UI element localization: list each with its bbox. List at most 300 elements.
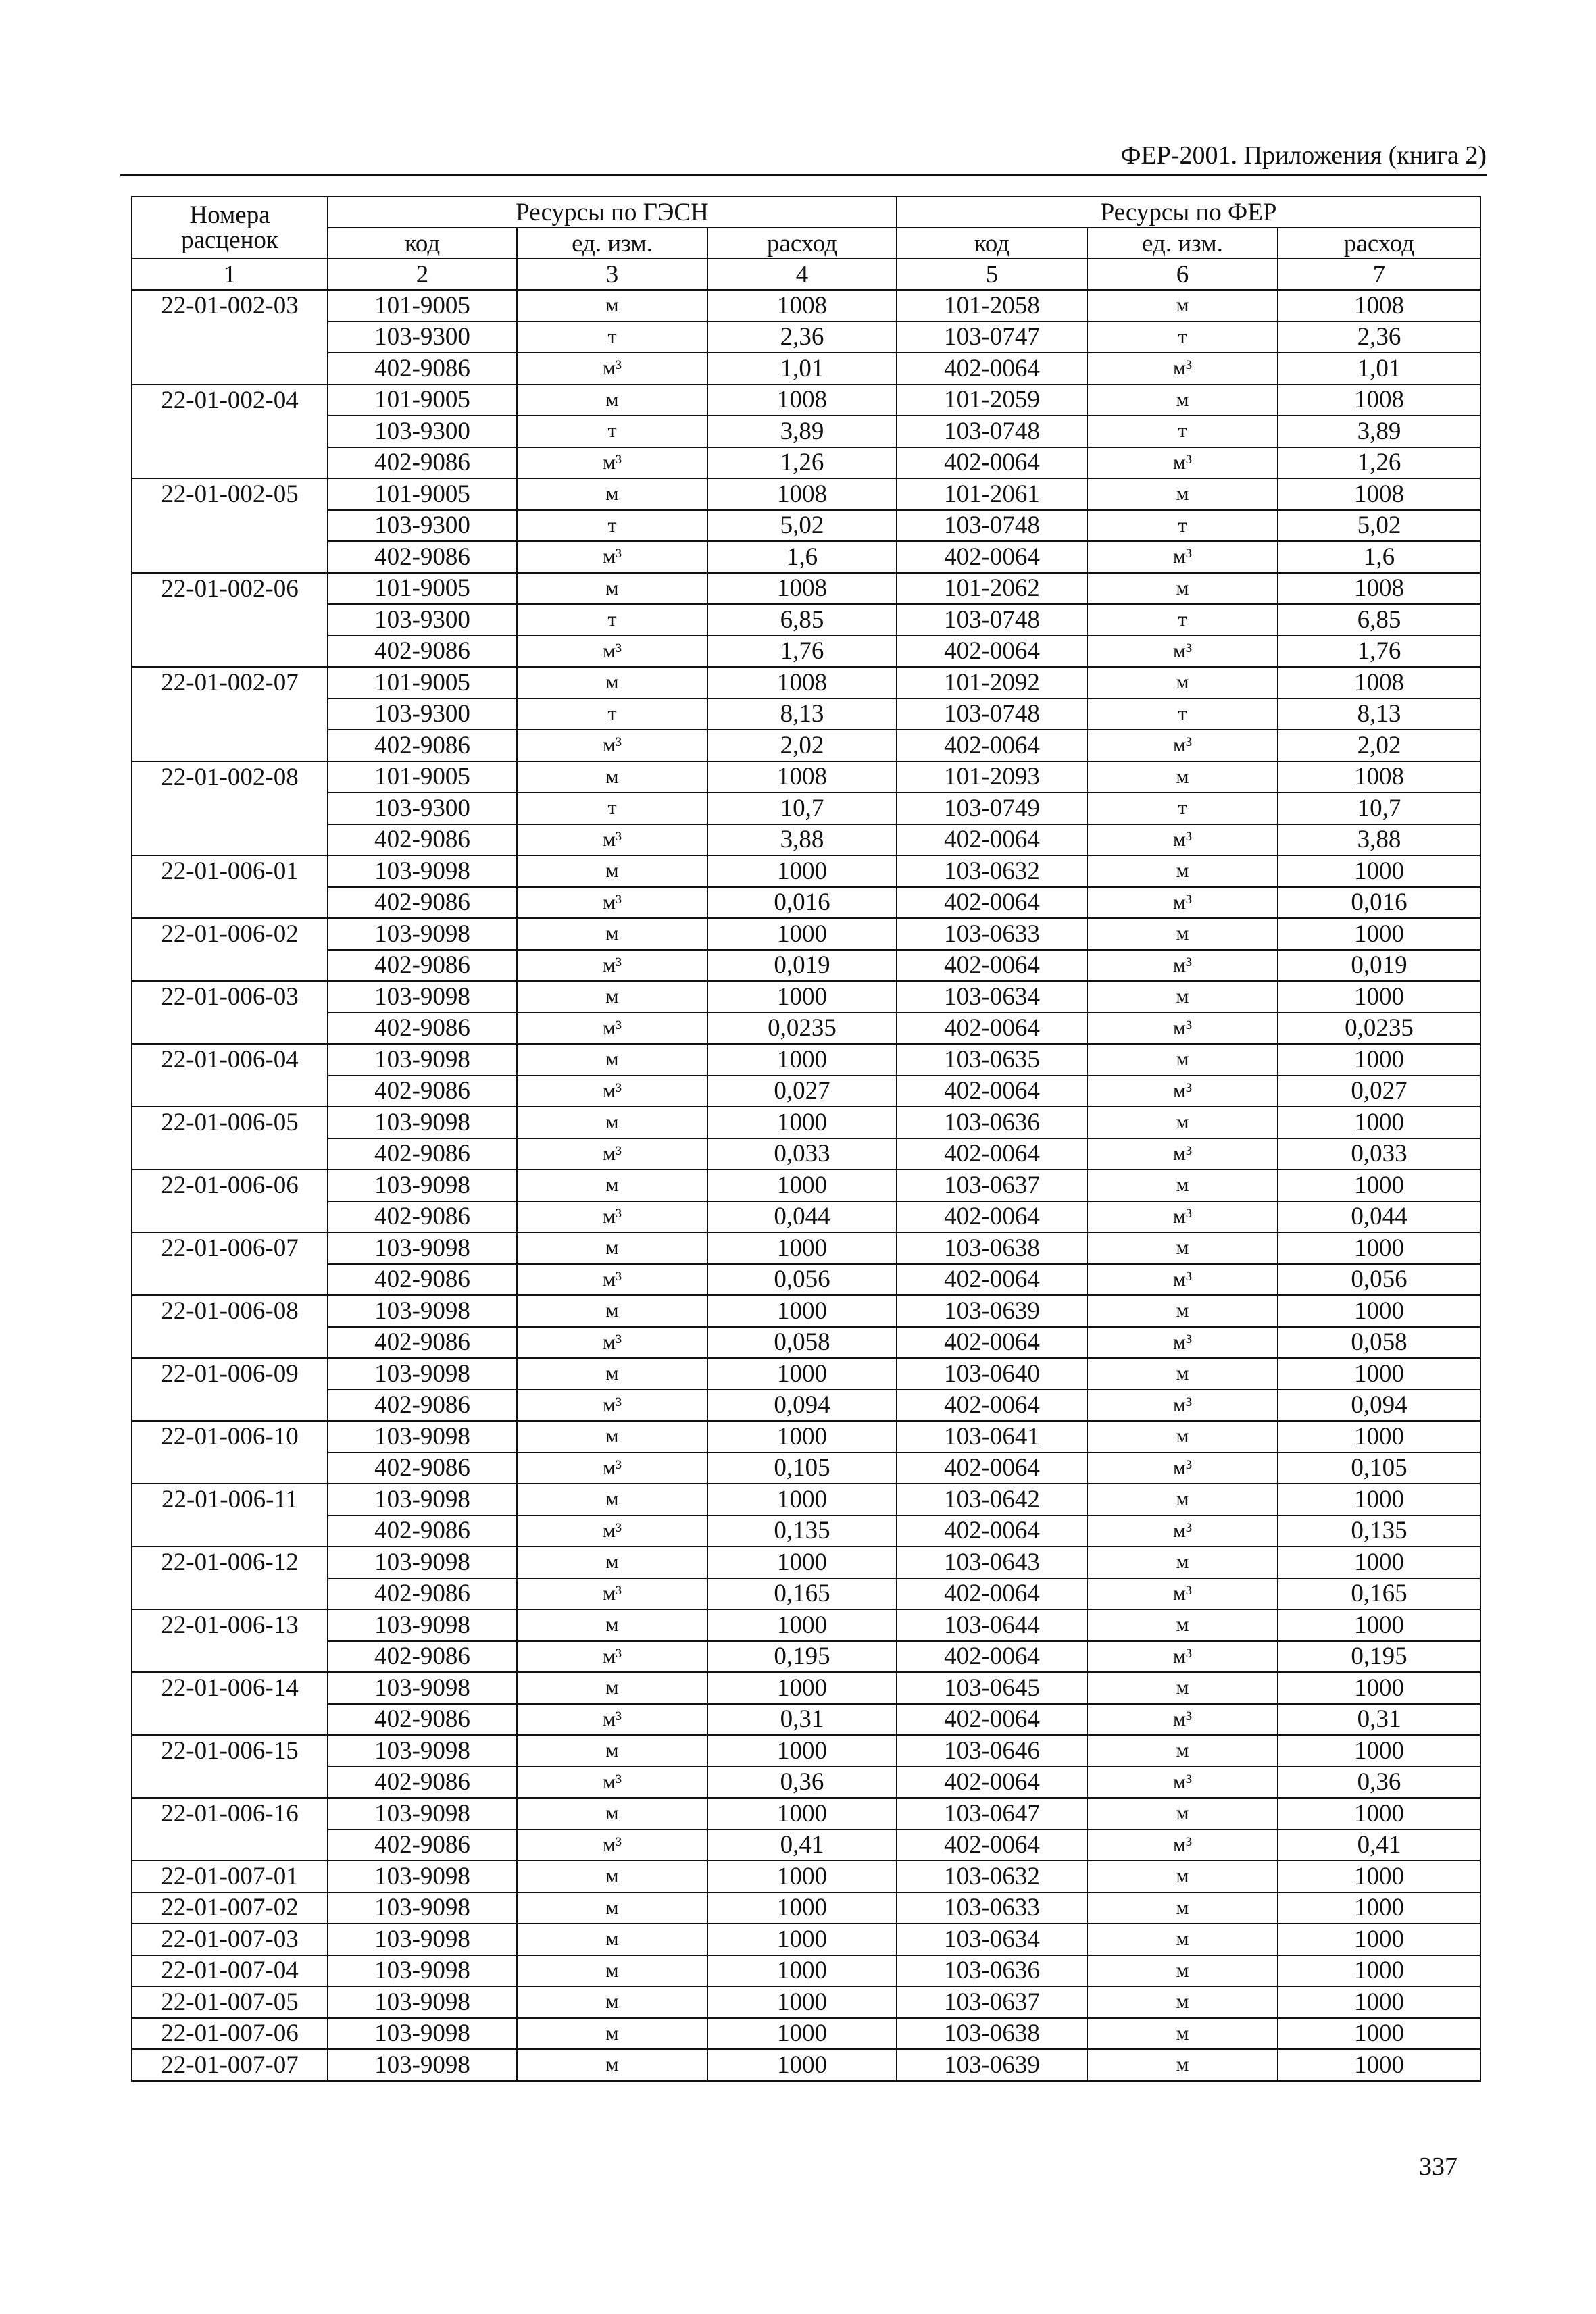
table-row (132, 322, 1480, 353)
column-number: 5 (897, 259, 1087, 290)
fer-consumption-cell: 1000 (1278, 855, 1480, 887)
gesn-unit-cell: м³ (517, 1704, 707, 1736)
gesn-unit-cell: м³ (517, 1767, 707, 1799)
column-number-row (132, 259, 1480, 290)
gesn-consumption-cell: 0,033 (707, 1138, 897, 1170)
fer-unit-cell: м (1087, 667, 1278, 699)
gesn-consumption-cell: 0,0235 (707, 1013, 897, 1045)
fer-unit-cell: м³ (1087, 541, 1278, 573)
table-row (132, 699, 1480, 730)
fer-code-cell: 402-0064 (897, 1390, 1087, 1422)
gesn-unit-cell: м (517, 384, 707, 416)
gesn-code-cell: 402-9086 (328, 1390, 517, 1422)
column-number: 1 (132, 259, 328, 290)
gesn-unit-cell: м (517, 1169, 707, 1201)
gesn-code-cell: 402-9086 (328, 950, 517, 982)
fer-unit-cell: т (1087, 510, 1278, 542)
fer-consumption-cell: 0,31 (1278, 1704, 1480, 1736)
fer-code-cell: 103-0632 (897, 1861, 1087, 1892)
gesn-code-cell: 402-9086 (328, 1076, 517, 1107)
fer-code-cell: 402-0064 (897, 1830, 1087, 1861)
rate-number-cell (132, 1515, 328, 1547)
gesn-consumption-cell: 1000 (707, 1735, 897, 1767)
fer-unit-cell: м (1087, 855, 1278, 887)
gesn-code-cell: 101-9005 (328, 384, 517, 416)
fer-unit-cell: м³ (1087, 1327, 1278, 1359)
fer-consumption-cell: 0,056 (1278, 1264, 1480, 1296)
rate-number-cell (132, 447, 328, 479)
table-row (132, 1358, 1480, 1390)
fer-code-cell: 402-0064 (897, 1704, 1087, 1736)
fer-unit-cell: м (1087, 2049, 1278, 2081)
gesn-code-cell: 402-9086 (328, 1264, 517, 1296)
fer-consumption-cell: 1,01 (1278, 353, 1480, 384)
gesn-consumption-cell: 1000 (707, 1484, 897, 1515)
fer-consumption-cell: 1000 (1278, 981, 1480, 1013)
fer-unit-cell: т (1087, 699, 1278, 730)
gesn-unit-cell: м (517, 290, 707, 322)
table-row (132, 2049, 1480, 2081)
gesn-unit-cell: м³ (517, 950, 707, 982)
gesn-consumption-header: расход (707, 228, 897, 259)
rate-number-cell (132, 1830, 328, 1861)
fer-consumption-cell: 6,85 (1278, 604, 1480, 636)
fer-code-cell: 103-0641 (897, 1421, 1087, 1453)
fer-code-cell: 103-0637 (897, 1986, 1087, 2018)
fer-unit-cell: м (1087, 1295, 1278, 1327)
fer-consumption-cell: 3,89 (1278, 416, 1480, 447)
gesn-consumption-cell: 0,094 (707, 1390, 897, 1422)
gesn-unit-cell: м³ (517, 1578, 707, 1610)
fer-code-cell: 103-0638 (897, 2018, 1087, 2050)
gesn-unit-cell: м³ (517, 1013, 707, 1045)
fer-unit-cell: м (1087, 1169, 1278, 1201)
gesn-consumption-cell: 2,36 (707, 322, 897, 353)
gesn-unit-cell: м (517, 573, 707, 605)
gesn-unit-cell: м (517, 1923, 707, 1955)
fer-unit-cell: м (1087, 1546, 1278, 1578)
table-row (132, 1830, 1480, 1861)
table-row (132, 918, 1480, 950)
fer-unit-cell: м³ (1087, 1013, 1278, 1045)
fer-consumption-cell: 5,02 (1278, 510, 1480, 542)
table-row (132, 1264, 1480, 1296)
fer-code-cell: 103-0747 (897, 322, 1087, 353)
gesn-unit-cell: м³ (517, 1076, 707, 1107)
fer-consumption-cell: 1000 (1278, 1358, 1480, 1390)
fer-consumption-cell: 1000 (1278, 1672, 1480, 1704)
rate-number-cell: 22-01-002-05 (132, 478, 328, 510)
rate-number-cell (132, 322, 328, 353)
fer-unit-cell: м (1087, 2018, 1278, 2050)
fer-unit-cell: м (1087, 761, 1278, 793)
fer-consumption-cell: 1000 (1278, 1044, 1480, 1076)
fer-consumption-cell: 1000 (1278, 1923, 1480, 1955)
fer-unit-cell: м (1087, 1609, 1278, 1641)
gesn-consumption-cell: 1000 (707, 1955, 897, 1987)
fer-unit-cell: м³ (1087, 1390, 1278, 1422)
gesn-unit-cell: м (517, 1546, 707, 1578)
gesn-consumption-cell: 1,26 (707, 447, 897, 479)
table-row (132, 730, 1480, 761)
gesn-consumption-cell: 1000 (707, 855, 897, 887)
rate-number-cell (132, 604, 328, 636)
table-row (132, 1546, 1480, 1578)
gesn-consumption-cell: 0,41 (707, 1830, 897, 1861)
rate-number-cell: 22-01-006-13 (132, 1609, 328, 1641)
fer-unit-cell: м³ (1087, 1138, 1278, 1170)
rate-number-cell (132, 793, 328, 824)
table-row (132, 1327, 1480, 1359)
rate-number-cell (132, 636, 328, 668)
gesn-consumption-cell: 1000 (707, 1923, 897, 1955)
fer-code-cell: 402-0064 (897, 950, 1087, 982)
table-row (132, 478, 1480, 510)
gesn-code-cell: 103-9098 (328, 918, 517, 950)
fer-unit-cell: м (1087, 1955, 1278, 1987)
gesn-unit-cell: м (517, 1484, 707, 1515)
rate-number-cell (132, 1453, 328, 1484)
table-row (132, 1295, 1480, 1327)
table-row (132, 636, 1480, 668)
fer-consumption-cell: 8,13 (1278, 699, 1480, 730)
table-row (132, 1076, 1480, 1107)
gesn-consumption-cell: 1000 (707, 1892, 897, 1924)
rate-number-cell: 22-01-006-08 (132, 1295, 328, 1327)
rate-number-cell: 22-01-006-07 (132, 1232, 328, 1264)
fer-consumption-cell: 0,016 (1278, 887, 1480, 919)
gesn-code-cell: 103-9098 (328, 1955, 517, 1987)
gesn-unit-cell: м (517, 1955, 707, 1987)
gesn-unit-cell: м (517, 1421, 707, 1453)
gesn-consumption-cell: 3,89 (707, 416, 897, 447)
fer-resources-header: Ресурсы по ФЕР (897, 197, 1480, 228)
rate-number-cell: 22-01-002-04 (132, 384, 328, 416)
gesn-code-cell: 402-9086 (328, 730, 517, 761)
fer-code-cell: 103-0647 (897, 1798, 1087, 1830)
gesn-code-cell: 101-9005 (328, 761, 517, 793)
gesn-consumption-cell: 1000 (707, 2018, 897, 2050)
rate-number-cell: 22-01-006-16 (132, 1798, 328, 1830)
fer-consumption-cell: 0,027 (1278, 1076, 1480, 1107)
fer-unit-cell: м (1087, 1672, 1278, 1704)
fer-consumption-cell: 1000 (1278, 1798, 1480, 1830)
fer-code-cell: 402-0064 (897, 1264, 1087, 1296)
fer-unit-cell: м (1087, 1484, 1278, 1515)
fer-consumption-cell: 1000 (1278, 1735, 1480, 1767)
fer-consumption-cell: 3,88 (1278, 824, 1480, 856)
fer-unit-cell: м³ (1087, 1264, 1278, 1296)
rate-number-cell: 22-01-006-03 (132, 981, 328, 1013)
rate-number-cell (132, 1013, 328, 1045)
fer-code-cell: 103-0633 (897, 918, 1087, 950)
fer-consumption-cell: 0,033 (1278, 1138, 1480, 1170)
gesn-consumption-cell: 3,88 (707, 824, 897, 856)
table-row (132, 2018, 1480, 2050)
gesn-consumption-cell: 0,105 (707, 1453, 897, 1484)
fer-code-cell: 103-0633 (897, 1892, 1087, 1924)
table-row (132, 793, 1480, 824)
fer-code-cell: 103-0642 (897, 1484, 1087, 1515)
fer-consumption-cell: 1000 (1278, 1295, 1480, 1327)
fer-unit-cell: м (1087, 1232, 1278, 1264)
rate-number-header-line2: расценок (181, 226, 278, 254)
rate-number-cell (132, 699, 328, 730)
gesn-code-cell: 103-9300 (328, 510, 517, 542)
column-number: 3 (517, 259, 707, 290)
gesn-code-cell: 103-9098 (328, 1169, 517, 1201)
gesn-unit-cell: м³ (517, 730, 707, 761)
table-row (132, 1138, 1480, 1170)
gesn-unit-cell: м (517, 2049, 707, 2081)
fer-code-cell: 103-0748 (897, 510, 1087, 542)
rate-number-cell (132, 950, 328, 982)
gesn-unit-cell: м³ (517, 1138, 707, 1170)
gesn-consumption-cell: 0,135 (707, 1515, 897, 1547)
gesn-code-cell: 101-9005 (328, 478, 517, 510)
gesn-unit-cell: м³ (517, 353, 707, 384)
fer-consumption-cell: 1000 (1278, 918, 1480, 950)
fer-code-cell: 103-0637 (897, 1169, 1087, 1201)
table-body (132, 290, 1480, 2081)
rate-number-cell: 22-01-006-09 (132, 1358, 328, 1390)
table-row (132, 1735, 1480, 1767)
fer-unit-cell: т (1087, 793, 1278, 824)
gesn-unit-cell: м³ (517, 1201, 707, 1233)
fer-consumption-cell: 1008 (1278, 384, 1480, 416)
fer-consumption-cell: 1008 (1278, 667, 1480, 699)
gesn-unit-cell: м (517, 1609, 707, 1641)
rate-number-cell (132, 1327, 328, 1359)
gesn-consumption-cell: 1000 (707, 981, 897, 1013)
fer-consumption-cell: 1,76 (1278, 636, 1480, 668)
fer-consumption-cell: 1000 (1278, 1484, 1480, 1515)
rate-number-cell (132, 1767, 328, 1799)
fer-code-cell: 103-0639 (897, 2049, 1087, 2081)
fer-consumption-cell: 1000 (1278, 1986, 1480, 2018)
gesn-unit-cell: м (517, 981, 707, 1013)
fer-code-cell: 101-2059 (897, 384, 1087, 416)
fer-consumption-cell: 1000 (1278, 1892, 1480, 1924)
fer-consumption-cell: 1000 (1278, 2018, 1480, 2050)
gesn-unit-cell: м (517, 1672, 707, 1704)
fer-consumption-cell: 0,044 (1278, 1201, 1480, 1233)
gesn-code-cell: 103-9300 (328, 604, 517, 636)
gesn-consumption-cell: 1,6 (707, 541, 897, 573)
gesn-unit-cell: м³ (517, 1641, 707, 1673)
rate-number-cell (132, 1578, 328, 1610)
fer-consumption-cell: 0,36 (1278, 1767, 1480, 1799)
gesn-consumption-cell: 1000 (707, 1546, 897, 1578)
fer-code-cell: 103-0748 (897, 416, 1087, 447)
fer-code-cell: 101-2061 (897, 478, 1087, 510)
table-row (132, 1672, 1480, 1704)
fer-unit-cell: м (1087, 1735, 1278, 1767)
rate-number-cell: 22-01-006-06 (132, 1169, 328, 1201)
fer-code-cell: 103-0640 (897, 1358, 1087, 1390)
gesn-code-cell: 402-9086 (328, 1453, 517, 1484)
gesn-code-cell: 402-9086 (328, 1327, 517, 1359)
fer-code-cell: 402-0064 (897, 887, 1087, 919)
fer-consumption-cell: 2,02 (1278, 730, 1480, 761)
gesn-unit-cell: м³ (517, 1264, 707, 1296)
gesn-consumption-cell: 0,027 (707, 1076, 897, 1107)
fer-unit-cell: м (1087, 290, 1278, 322)
gesn-unit-cell: м³ (517, 1390, 707, 1422)
gesn-unit-cell: м (517, 1295, 707, 1327)
rate-number-cell (132, 1201, 328, 1233)
fer-unit-cell: м (1087, 1044, 1278, 1076)
table-row (132, 667, 1480, 699)
gesn-code-cell: 103-9098 (328, 1923, 517, 1955)
table-row (132, 1767, 1480, 1799)
gesn-code-cell: 103-9300 (328, 416, 517, 447)
gesn-consumption-cell: 1000 (707, 2049, 897, 2081)
gesn-consumption-cell: 1008 (707, 290, 897, 322)
gesn-consumption-cell: 1000 (707, 918, 897, 950)
fer-unit-cell: м³ (1087, 1578, 1278, 1610)
table-row (132, 510, 1480, 542)
gesn-code-cell: 103-9098 (328, 1861, 517, 1892)
fer-code-cell: 103-0639 (897, 1295, 1087, 1327)
fer-consumption-cell: 1,6 (1278, 541, 1480, 573)
fer-consumption-cell: 0,41 (1278, 1830, 1480, 1861)
gesn-code-cell: 402-9086 (328, 636, 517, 668)
fer-consumption-cell: 1000 (1278, 1107, 1480, 1138)
column-number: 6 (1087, 259, 1278, 290)
gesn-unit-cell: м³ (517, 1515, 707, 1547)
fer-code-cell: 103-0646 (897, 1735, 1087, 1767)
column-number: 2 (328, 259, 517, 290)
rate-number-cell: 22-01-002-08 (132, 761, 328, 793)
fer-unit-cell: м (1087, 1861, 1278, 1892)
gesn-unit-cell: м (517, 1735, 707, 1767)
gesn-unit-cell: м (517, 667, 707, 699)
fer-unit-cell: т (1087, 416, 1278, 447)
gesn-code-cell: 101-9005 (328, 290, 517, 322)
fer-unit-cell: м (1087, 1421, 1278, 1453)
gesn-code-cell: 103-9098 (328, 2018, 517, 2050)
gesn-code-cell: 101-9005 (328, 573, 517, 605)
gesn-unit-cell: м (517, 1986, 707, 2018)
gesn-code-header: код (328, 228, 517, 259)
fer-code-cell: 103-0638 (897, 1232, 1087, 1264)
fer-unit-cell: м³ (1087, 1767, 1278, 1799)
gesn-consumption-cell: 0,019 (707, 950, 897, 982)
fer-code-header: код (897, 228, 1087, 259)
fer-code-cell: 402-0064 (897, 1327, 1087, 1359)
gesn-code-cell: 103-9098 (328, 1421, 517, 1453)
fer-unit-cell: м (1087, 1798, 1278, 1830)
rate-number-cell (132, 1076, 328, 1107)
rate-number-cell: 22-01-007-01 (132, 1861, 328, 1892)
fer-code-cell: 103-0644 (897, 1609, 1087, 1641)
gesn-unit-cell: т (517, 322, 707, 353)
fer-unit-cell: м³ (1087, 1704, 1278, 1736)
table-row (132, 541, 1480, 573)
fer-unit-cell: м³ (1087, 1515, 1278, 1547)
rate-number-cell: 22-01-006-05 (132, 1107, 328, 1138)
gesn-code-cell: 103-9098 (328, 855, 517, 887)
fer-code-cell: 402-0064 (897, 824, 1087, 856)
gesn-unit-cell: м (517, 1798, 707, 1830)
gesn-consumption-cell: 1,76 (707, 636, 897, 668)
gesn-code-cell: 103-9300 (328, 322, 517, 353)
fer-code-cell: 402-0064 (897, 1767, 1087, 1799)
table-row (132, 1955, 1480, 1987)
table-row (132, 1578, 1480, 1610)
gesn-consumption-cell: 6,85 (707, 604, 897, 636)
fer-code-cell: 103-0635 (897, 1044, 1087, 1076)
fer-consumption-cell: 0,165 (1278, 1578, 1480, 1610)
table-row (132, 1704, 1480, 1736)
gesn-code-cell: 402-9086 (328, 447, 517, 479)
gesn-code-cell: 103-9098 (328, 1107, 517, 1138)
gesn-consumption-cell: 2,02 (707, 730, 897, 761)
gesn-consumption-cell: 10,7 (707, 793, 897, 824)
gesn-code-cell: 103-9300 (328, 699, 517, 730)
fer-code-cell: 402-0064 (897, 1013, 1087, 1045)
table-row (132, 1986, 1480, 2018)
fer-consumption-cell: 10,7 (1278, 793, 1480, 824)
fer-consumption-cell: 1008 (1278, 761, 1480, 793)
table-row (132, 1515, 1480, 1547)
gesn-code-cell: 103-9098 (328, 1892, 517, 1924)
fer-code-cell: 402-0064 (897, 1201, 1087, 1233)
fer-code-cell: 103-0749 (897, 793, 1087, 824)
fer-unit-cell: м³ (1087, 1641, 1278, 1673)
fer-consumption-cell: 1000 (1278, 1232, 1480, 1264)
gesn-consumption-cell: 0,056 (707, 1264, 897, 1296)
rate-number-cell: 22-01-007-05 (132, 1986, 328, 2018)
gesn-consumption-cell: 8,13 (707, 699, 897, 730)
gesn-unit-cell: м³ (517, 1453, 707, 1484)
gesn-code-cell: 101-9005 (328, 667, 517, 699)
rate-number-cell: 22-01-006-11 (132, 1484, 328, 1515)
rate-number-cell (132, 1641, 328, 1673)
fer-unit-cell: м (1087, 981, 1278, 1013)
fer-unit-cell: т (1087, 322, 1278, 353)
fer-code-cell: 402-0064 (897, 1515, 1087, 1547)
fer-unit-cell: м (1087, 918, 1278, 950)
fer-code-cell: 103-0632 (897, 855, 1087, 887)
fer-consumption-cell: 2,36 (1278, 322, 1480, 353)
fer-code-cell: 101-2092 (897, 667, 1087, 699)
gesn-consumption-cell: 1000 (707, 1358, 897, 1390)
gesn-code-cell: 402-9086 (328, 353, 517, 384)
fer-code-cell: 402-0064 (897, 730, 1087, 761)
rate-number-cell (132, 730, 328, 761)
fer-unit-cell: м³ (1087, 887, 1278, 919)
fer-unit-cell: м (1087, 1923, 1278, 1955)
gesn-unit-cell: т (517, 416, 707, 447)
table-row (132, 604, 1480, 636)
table-row (132, 950, 1480, 982)
column-number: 7 (1278, 259, 1480, 290)
gesn-code-cell: 103-9098 (328, 1232, 517, 1264)
gesn-unit-cell: м³ (517, 1830, 707, 1861)
gesn-unit-cell: м (517, 1892, 707, 1924)
rate-number-cell: 22-01-006-10 (132, 1421, 328, 1453)
table-row (132, 1232, 1480, 1264)
gesn-code-cell: 103-9300 (328, 793, 517, 824)
fer-consumption-cell: 0,0235 (1278, 1013, 1480, 1045)
gesn-consumption-cell: 1000 (707, 1861, 897, 1892)
fer-unit-cell: м³ (1087, 636, 1278, 668)
gesn-unit-cell: т (517, 793, 707, 824)
gesn-unit-cell: т (517, 604, 707, 636)
rate-number-cell (132, 1704, 328, 1736)
